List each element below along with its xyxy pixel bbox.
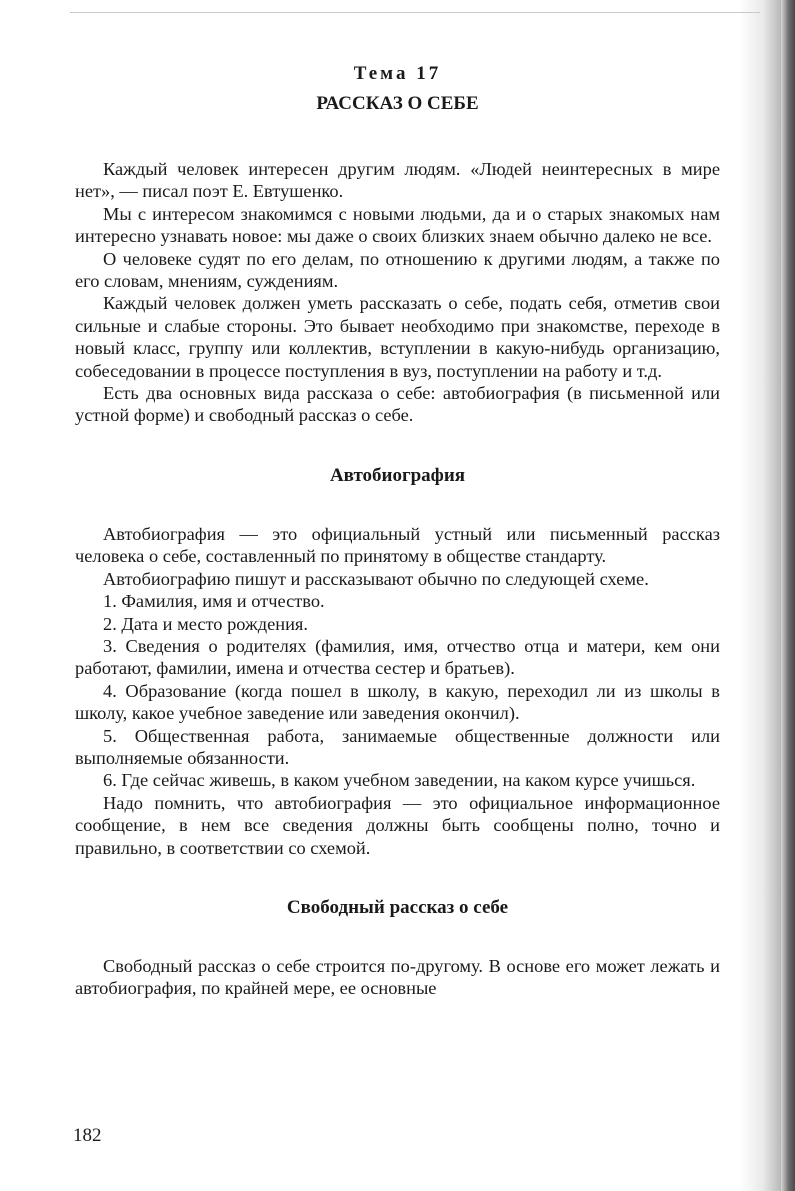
scheme-item: 4. Образование (когда пошел в школу, в какую, переходил ли из школы в школу, какое учебное заведение или заведения окончил). bbox=[75, 680, 720, 724]
intro-paragraph: Есть два основных вида рассказа о себе: автобиография (в письменной или устной форме) и свободный рассказ о себе. bbox=[75, 383, 720, 426]
autobiography-paragraph: Автобиография — это официальный устный или письменный рассказ человека о себе, составленный по принятому в обществе стандарту. bbox=[75, 523, 720, 567]
intro-paragraph: О человеке судят по его делам, по отношению к другими людям, а также по его словам, мнениям, суждениям. bbox=[75, 248, 720, 292]
intro-paragraph: Каждый человек должен уметь рассказать о себе, подать себя, отметив свои сильные и слабые стороны. Это бывает необходимо при знакомстве, переходе в новый класс, группу или коллектив, вступлении в какую-нибудь организацию, собеседовании в процессе поступления в вуз, поступлении на работу и т.д. bbox=[75, 293, 720, 381]
intro-paragraph: Мы с интересом знакомимся с новыми людьми, да и о старых знакомых нам интересно узнавать новое: мы даже о своих близких знаем обычно далеко не все. bbox=[75, 203, 720, 247]
top-rule bbox=[70, 12, 760, 13]
intro-paragraph: Каждый человек интересен другим людям. «Людей неинтересных в мире нет», — писал поэт Е. Евтушенко. bbox=[75, 159, 720, 202]
autobiography-paragraph: Автобиографию пишут и рассказывают обычно по следующей схеме. bbox=[103, 568, 649, 589]
free-story-paragraph: Свободный рассказ о себе строится по-другому. В основе его может лежать и автобиография, по крайней мере, ее основные bbox=[75, 955, 720, 999]
autobiography-paragraph: Надо помнить, что автобиография — это официальное информационное сообщение, в нем все сведения должны быть сообщены полно, точно и правильно, в соответствии со схемой. bbox=[75, 792, 720, 858]
section-title-autobiography: Автобиография bbox=[329, 464, 466, 486]
scheme-item: 5. Общественная работа, занимаемые общественные должности или выполняемые обязанности. bbox=[75, 725, 720, 768]
scheme-item: 2. Дата и место рождения. bbox=[103, 613, 308, 634]
section-title-free-story: Свободный рассказ о себе bbox=[286, 896, 509, 918]
scheme-item: 6. Где сейчас живешь, в каком учебном заведении, на каком курсе учишься. bbox=[103, 770, 696, 791]
book-spine-shadow bbox=[781, 0, 795, 1191]
page-number: 182 bbox=[73, 1125, 102, 1146]
topic-number: Тема 17 bbox=[353, 63, 442, 84]
scheme-item: 3. Сведения о родителях (фамилия, имя, отчество отца и матери, кем они работают, фамилии, имена и отчества сестер и братьев). bbox=[75, 635, 720, 679]
page-content bbox=[75, 58, 720, 1000]
topic-title: РАССКАЗ О СЕБЕ bbox=[316, 93, 479, 114]
scheme-item: 1. Фамилия, имя и отчество. bbox=[103, 591, 325, 612]
